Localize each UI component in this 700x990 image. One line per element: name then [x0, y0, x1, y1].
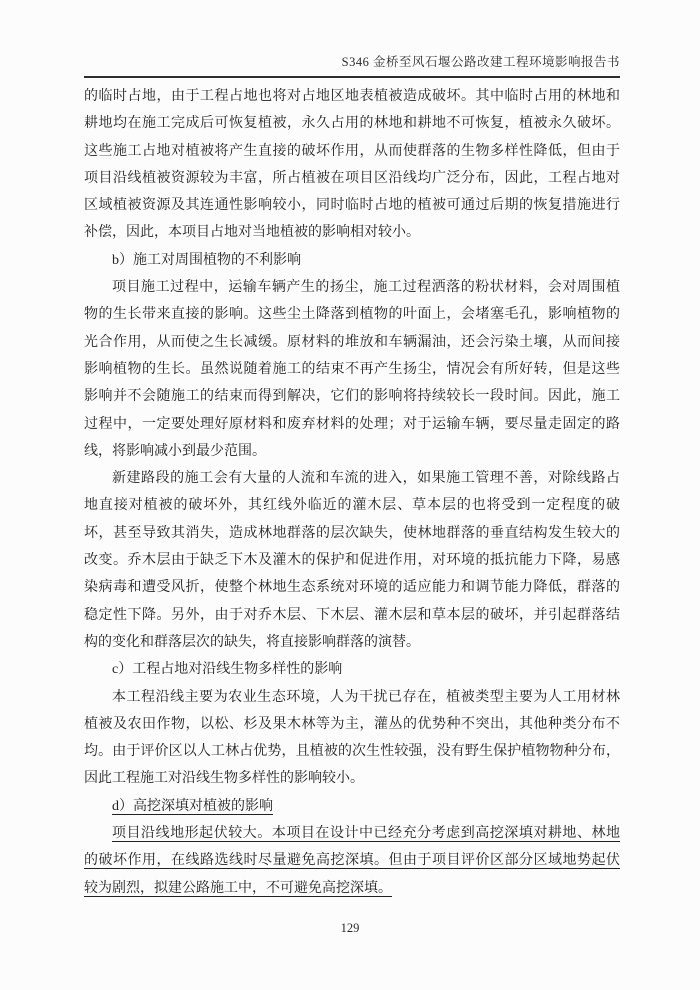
- body-text-line: 新建路段的施工会有大量的人流和车流的进入，如果施工管理不善，对除线路占: [112, 471, 620, 487]
- body-text-line: 项目沿线植被资源较为丰富，所占植被在项目区沿线均广泛分布，因此，工程占地对: [84, 170, 620, 186]
- body-text-line: 线，将影响减小到最少范围。: [84, 443, 266, 459]
- body-text-line: 项目沿线地形起伏较大。本项目在设计中已经充分考虑到高挖深填对耕地、林地: [112, 826, 620, 842]
- body-text-line: 项目施工过程中，运输车辆产生的扬尘，施工过程洒落的粉状材料，会对周围植: [112, 280, 620, 296]
- document-body: [84, 83, 620, 902]
- body-text-line: 这些施工占地对植被将产生直接的破坏作用，从而使群落的生物多样性降低，但由于: [84, 143, 620, 159]
- body-text-line: 因此工程施工对沿线生物多样性的影响较小。: [84, 771, 364, 787]
- body-text-line: 均。由于评价区以人工林占优势，且植被的次生性较强，没有野生保护植物物种分布，: [84, 744, 620, 760]
- page-header-title: S346 金桥至风石堰公路改建工程环境影响报告书: [341, 55, 620, 69]
- body-text-line: 过程中，一定要处理好原材料和废弃材料的处理；对于运输车辆，要尽量走固定的路: [84, 416, 620, 432]
- body-text-line: 补偿，因此，本项目占地对当地植被的影响相对较小。: [84, 225, 420, 241]
- body-text-line: 的临时占地，由于工程占地也将对占地区地表植被造成破坏。其中临时占用的林地和: [84, 89, 620, 104]
- body-text-line: 区域植被资源及其连通性影响较小，同时临时占地的植被可通过后期的恢复措施进行: [84, 198, 620, 214]
- body-text-line: 本工程沿线主要为农业生态环境，人为干扰已存在，植被类型主要为人工用材林: [112, 689, 620, 705]
- body-text-line: 植被及农田作物，以松、杉及果木林等为主，灌丛的优势种不突出，其他种类分布不: [84, 716, 620, 732]
- section-heading-c: c）工程占地对沿线生物多样性的影响: [112, 662, 343, 678]
- header-divider-rule: [84, 76, 620, 78]
- body-text-line: 稳定性下降。另外，由于对乔木层、下木层、灌木层和草本层的破坏，并引起群落结: [84, 607, 620, 623]
- section-heading-b: b）施工对周围植物的不利影响: [112, 252, 301, 268]
- section-heading-d: d）高挖深填对植被的影响: [112, 798, 273, 814]
- body-text-line: 染病毒和遭受风折，使整个林地生态系统对环境的适应能力和调节能力降低，群落的: [84, 580, 620, 596]
- body-text-line: 地直接对植被的破坏外，其红线外临近的灌木层、草本层的也将受到一定程度的破: [84, 498, 620, 514]
- body-text-line: 的破坏作用，在线路选线时尽量避免高挖深填。但由于项目评价区部分区域地势起伏: [84, 853, 620, 869]
- body-text-line: 物的生长带来直接的影响。这些尘土降落到植物的叶面上，会堵塞毛孔，影响植物的: [84, 307, 620, 323]
- body-text-line: 坏，甚至导致其消失，造成林地群落的层次缺失，使林地群落的垂直结构发生较大的: [84, 525, 620, 541]
- body-text-line: 影响并不会随施工的结束而得到解决，它们的影响将持续较长一段时间。因此，施工: [84, 389, 620, 405]
- page-number: 129: [340, 921, 360, 935]
- body-text-line: 耕地均在施工完成后可恢复植被，永久占用的林地和耕地不可恢复，植被永久破坏。: [84, 116, 620, 132]
- body-text-line: 改变。乔木层由于缺乏下木及灌木的保护和促进作用，对环境的抵抗能力下降，易感: [84, 553, 620, 569]
- body-text-line: 光合作用，从而使之生长减缓。原材料的堆放和车辆漏油，还会污染土壤，从而间接: [84, 334, 620, 350]
- body-text-line: 构的变化和群落层次的缺失，将直接影响群落的演替。: [84, 634, 420, 650]
- body-text-line: 较为剧烈，拟建公路施工中，不可避免高挖深填。: [84, 880, 392, 896]
- body-text-line: 影响植物的生长。虽然说随着施工的结束不再产生扬尘，情况会有所好转，但是这些: [84, 361, 620, 377]
